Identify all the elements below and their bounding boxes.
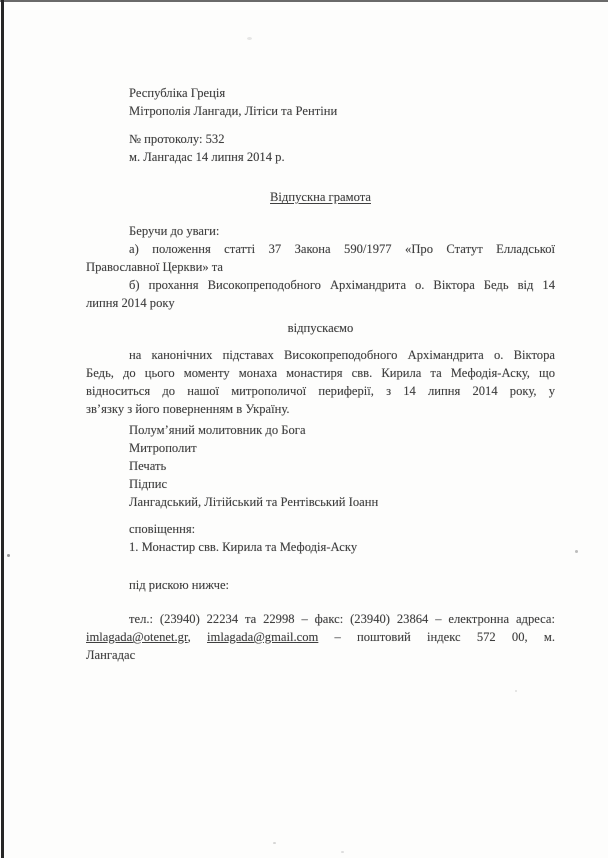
considering-intro: Беручи до уваги:	[129, 224, 220, 238]
document-content	[86, 84, 555, 664]
scan-edge-left	[1, 0, 4, 858]
scan-speck	[247, 37, 252, 40]
body-line1: на канонічних підставах Високопреподобного Архімандрита о. Віктора	[129, 348, 555, 362]
contact-line2	[86, 628, 555, 646]
scan-speck	[341, 851, 344, 853]
considering-item-a-line2: Православної Церкви» та	[86, 260, 224, 274]
scan-edge-top	[0, 0, 608, 2]
footnote-label: під рискою нижче:	[129, 578, 230, 592]
scan-speck	[273, 842, 276, 844]
protocol-block	[86, 130, 555, 166]
body-line3: відноситься до нашої митрополичої периферії, з 14 липня 2014 року, у	[86, 384, 555, 398]
notification-item: 1. Монастир свв. Кирила та Мефодія-Аску	[129, 540, 358, 554]
body-paragraph	[86, 346, 555, 418]
signature-rank-line: Митрополит	[129, 441, 197, 455]
header-metropolis: Мітрополія Лангади, Літіси та Рентіни	[129, 104, 338, 118]
scan-speck	[575, 550, 578, 553]
signature-block	[86, 421, 555, 511]
email-link-gmail[interactable]: imlagada@gmail.com	[207, 630, 319, 644]
contact-block	[86, 610, 555, 664]
contact-postal: – поштовий індекс 572 00, м.	[334, 630, 555, 644]
document-title: Відпускна грамота	[270, 190, 371, 204]
contact-city: Лангадас	[86, 648, 136, 662]
protocol-place-date: м. Лангадас 14 липня 2014 р.	[129, 150, 285, 164]
considering-item-b-line1: б) прохання Високопреподобного Архімандрита о. Віктора Бедь від 14	[129, 278, 555, 292]
signature-name-line: Лангадський, Літійський та Рентівський Іоанн	[129, 495, 379, 509]
contact-line1: тел.: (23940) 22234 та 22998 – факс: (23940) 23864 – електронна адреса:	[129, 612, 555, 626]
body-line2: Бедь, до цього моменту монаха монастиря свв. Кирила та Мефодія-Аску, що	[86, 366, 555, 380]
document-header	[86, 84, 555, 120]
title-line	[86, 188, 555, 206]
considering-item-b-line2: липня 2014 року	[86, 296, 175, 310]
protocol-number: № протоколу: 532	[129, 132, 225, 146]
notification-block	[86, 520, 555, 556]
scan-speck	[515, 690, 517, 692]
considering-block	[86, 222, 555, 312]
considering-item-a-line1: а) положення статті 37 Закона 590/1977 «Про Статут Елладської	[129, 242, 555, 256]
body-line4: зв’язку з його поверненням в Україну.	[86, 402, 290, 416]
email-link-otenet[interactable]: imlagada@otenet.gr	[86, 630, 188, 644]
header-country: Республіка Греція	[129, 86, 226, 100]
release-word: відпускаємо	[287, 321, 354, 335]
email-separator: ,	[187, 630, 191, 644]
scan-speck	[7, 554, 10, 557]
signature-prayer-line: Полум’яний молитовник до Бога	[129, 423, 306, 437]
notification-label: сповіщення:	[129, 522, 196, 536]
signature-seal-line: Печать	[129, 459, 167, 473]
signature-sign-line: Підпис	[129, 477, 168, 491]
